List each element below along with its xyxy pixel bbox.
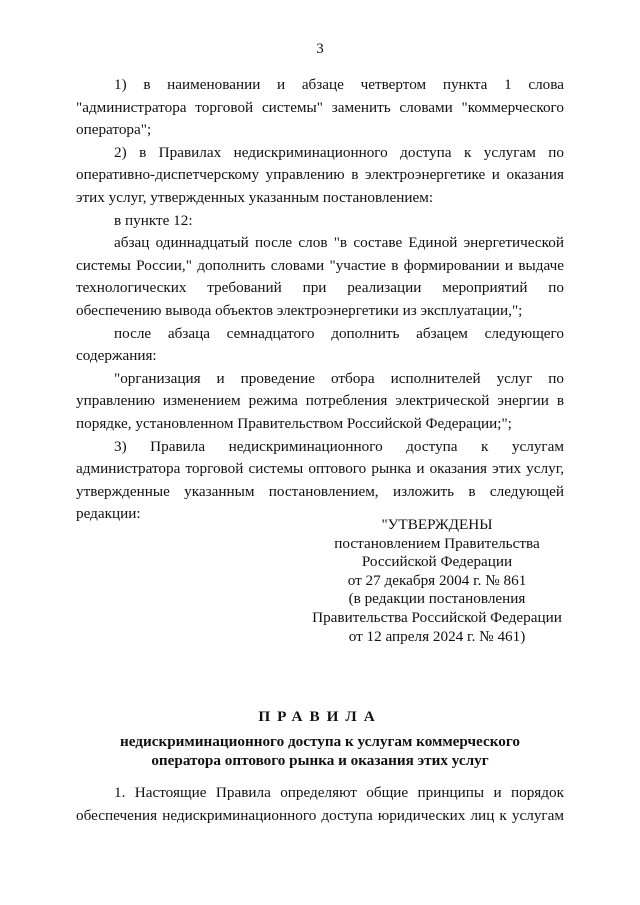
approval-title: "УТВЕРЖДЕНЫ [381, 516, 493, 533]
approval-block [300, 516, 574, 646]
paragraph-abzac-11: абзац одиннадцатый после слов "в составе Единой энергетической системы России," дополнить словами "участие в формировании и выдаче технологических требований при реализации мероприятий по обеспечению вывода объектов электроэнергетики из эксплуатации,"; [76, 234, 564, 319]
paragraph-after-abzac-17: после абзаца семнадцатого дополнить абзацем следующего содержания: [76, 324, 564, 365]
paragraph-point-12: в пункте 12: [114, 211, 193, 229]
paragraph-item-3: 3) Правила недискриминационного доступа к услугам администратора торговой системы оптового рынка и оказания этих услуг, утвержденные указанным постановлением, изложить в следующей редакции: [76, 437, 564, 523]
rules-subtitle [0, 732, 640, 770]
paragraph-item-1: 1) в наименовании и абзаце четвертом пункта 1 слова "администратора торговой системы" заменить словами "коммерческого оператора"; [76, 76, 564, 139]
paragraph-item-2: 2) в Правилах недискриминационного доступа к услугам по оперативно-диспетчерскому управлению в электроэнергетике и оказания этих услуг, утвержденных указанным постановлением: [76, 143, 564, 206]
approval-line: (в редакции постановления [348, 590, 526, 608]
rules-subtitle-line: недискриминационного доступа к услугам коммерческого [120, 733, 520, 750]
document-body [76, 74, 564, 526]
approval-line: Правительства Российской Федерации [312, 608, 562, 626]
rules-subtitle-line: оператора оптового рынка и оказания этих услуг [151, 752, 489, 769]
approval-line: Российской Федерации [361, 553, 513, 571]
approval-line: от 27 декабря 2004 г. № 861 [347, 571, 527, 589]
approval-line: от 12 апреля 2024 г. № 461) [348, 627, 526, 645]
page-number: 3 [316, 41, 324, 57]
paragraph-quoted-insertion: "организация и проведение отбора исполнителей услуг по управлению изменением режима потребления электрической энергии в порядке, установленном Правительством Российской Федерации;"; [76, 369, 564, 432]
approval-line: постановлением Правительства [334, 534, 540, 552]
rules-heading: ПРАВИЛА [258, 708, 382, 725]
rules-clause-1: 1. Настоящие Правила определяют общие принципы и порядок обеспечения недискриминационного доступа юридических лиц к услугам [76, 784, 564, 824]
